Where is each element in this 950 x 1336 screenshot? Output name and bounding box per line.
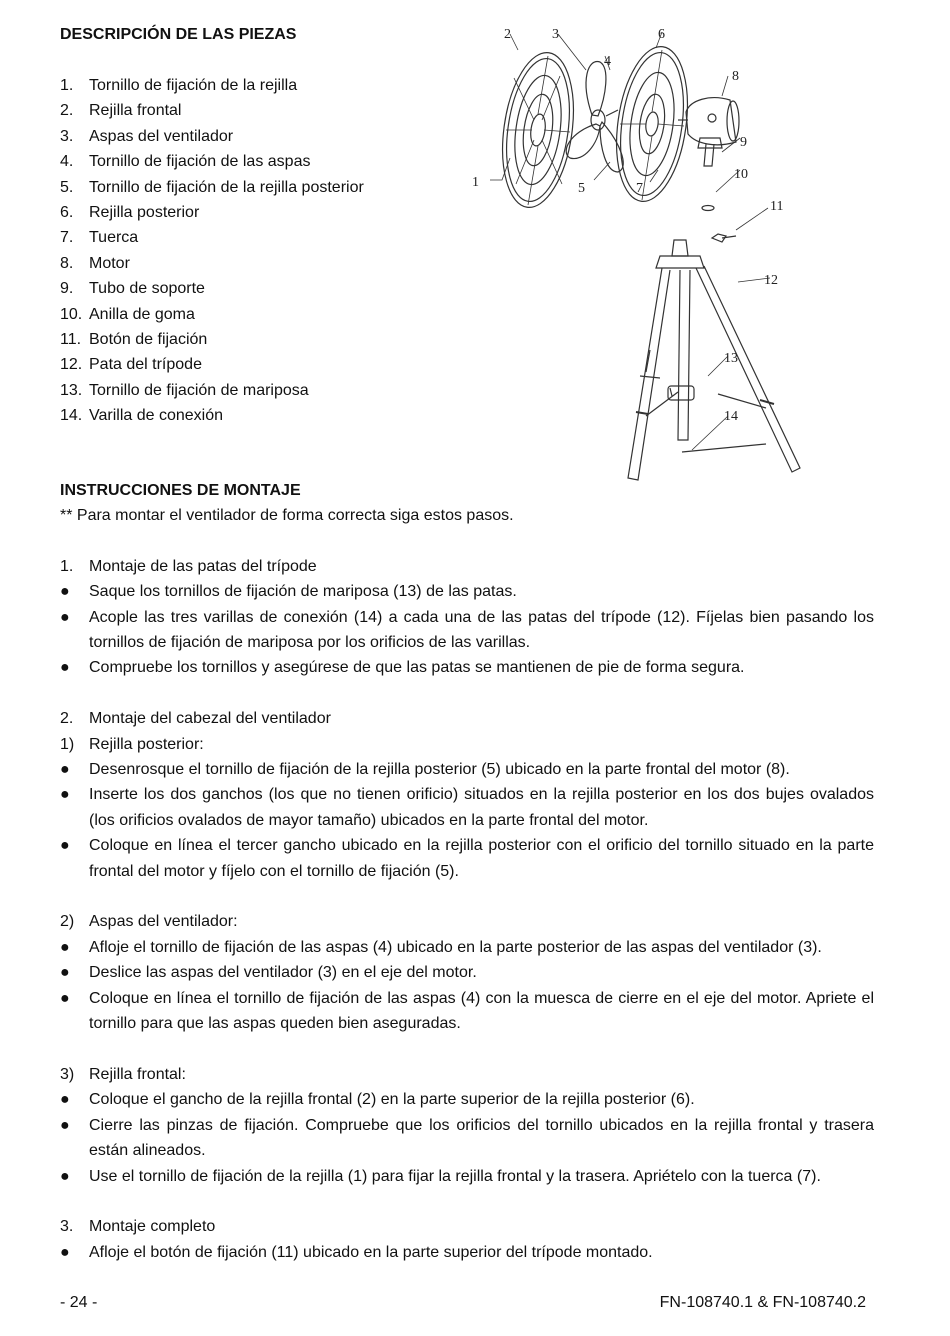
list-item: ● Use el tornillo de fijación de la rejilla (1) para fijar la rejilla frontal y la trasera. Apriételo con la tuerca (7). xyxy=(60,1167,821,1185)
parts-heading: DESCRIPCIÓN DE LAS PIEZAS xyxy=(60,26,297,43)
step-1-title: 1. Montaje de las patas del trípode xyxy=(60,557,317,575)
list-item: ● Desenrosque el tornillo de fijación de la rejilla posterior (5) ubicado en la parte frontal del motor (8). xyxy=(60,761,790,779)
list-item: ● Inserte los dos ganchos (los que no tienen orificio) situados en la rejilla posterior en los dos bujes ovalados (los orificios ovalados de mayor tamaño) ubicados en la parte frontal del motor. xyxy=(60,786,874,829)
callout-4: 4 xyxy=(604,54,611,69)
fan-blades-drawing xyxy=(566,62,623,172)
list-item: 4. Tornillo de fijación de las aspas xyxy=(60,153,311,171)
list-item: 11. Botón de fijación xyxy=(60,330,208,348)
substep-1-title: 1) Rejilla posterior: xyxy=(60,735,204,753)
callout-1: 1 xyxy=(472,175,479,190)
parts-list xyxy=(60,73,420,428)
list-item: ● Saque los tornillos de fijación de mariposa (13) de las patas. xyxy=(60,583,517,601)
list-item: ● Acople las tres varillas de conexión (14) a cada una de las patas del trípode (12). Fíjelas bien pasando los tornillos de fijación de mariposa por los orificios de las varillas. xyxy=(60,608,874,652)
list-item: ● Cierre las pinzas de fijación. Compruebe que los orificios del tornillo ubicados en la rejilla frontal y trasera están alineados. xyxy=(60,1116,874,1160)
callout-2: 2 xyxy=(504,27,511,42)
callout-13: 13 xyxy=(724,351,738,366)
list-item: 9. Tubo de soporte xyxy=(60,280,205,298)
model-number: FN-108740.1 & FN-108740.2 xyxy=(659,1294,866,1311)
callout-9: 9 xyxy=(740,135,747,150)
callout-6: 6 xyxy=(658,27,665,42)
front-grille-drawing xyxy=(493,48,582,212)
callout-8: 8 xyxy=(732,69,739,84)
callout-14: 14 xyxy=(724,409,738,424)
callout-3: 3 xyxy=(552,27,559,42)
rubber-ring-drawing xyxy=(702,206,714,211)
list-item: ● Afloje el tornillo de fijación de las aspas (4) ubicado en la parte posterior de las aspas del ventilador (3). xyxy=(60,938,822,956)
rear-grille-drawing xyxy=(607,42,696,206)
list-item: ● Coloque el gancho de la rejilla frontal (2) en la parte superior de la rejilla posterior (6). xyxy=(60,1091,695,1109)
list-item: ● Deslice las aspas del ventilador (3) en el eje del motor. xyxy=(60,964,477,982)
knob-drawing xyxy=(712,234,736,242)
page-number: - 24 - xyxy=(60,1294,98,1311)
substep-3-title: 3) Rejilla frontal: xyxy=(60,1065,186,1083)
list-item: 7. Tuerca xyxy=(60,229,139,247)
assembly-intro: ** Para montar el ventilador de forma correcta siga estos pasos. xyxy=(60,507,514,524)
list-item: 14. Varilla de conexión xyxy=(60,407,224,425)
list-item: 10. Anilla de goma xyxy=(60,305,195,323)
leader-lines xyxy=(490,32,770,450)
step-2-title: 2. Montaje del cabezal del ventilador xyxy=(60,710,331,728)
list-item: 5. Tornillo de fijación de la rejilla posterior xyxy=(60,178,364,196)
connecting-rod-drawing xyxy=(646,392,766,452)
list-item: ● Afloje el botón de fijación (11) ubicado en la parte superior del trípode montado. xyxy=(60,1243,653,1261)
list-item: 8. Motor xyxy=(60,254,130,272)
callout-12: 12 xyxy=(764,273,778,288)
callout-7: 7 xyxy=(636,181,643,196)
list-item: 12. Pata del trípode xyxy=(60,356,202,374)
list-item: 1. Tornillo de fijación de la rejilla xyxy=(60,77,298,94)
parts-diagram xyxy=(460,20,810,485)
list-item: 6. Rejilla posterior xyxy=(60,203,200,221)
list-item: 13. Tornillo de fijación de mariposa xyxy=(60,381,309,399)
assembly-heading: INSTRUCCIONES DE MONTAJE xyxy=(60,482,301,499)
list-item: 2. Rejilla frontal xyxy=(60,102,182,120)
callout-5: 5 xyxy=(578,181,585,196)
list-item: ● Coloque en línea el tercer gancho ubicado en la rejilla posterior con el orificio del tornillo situado en la parte frontal del motor y fíjelo con el tornillo de fijación (5). xyxy=(60,837,874,880)
substep-2-title: 2) Aspas del ventilador: xyxy=(60,913,238,931)
assembly-body xyxy=(60,503,874,1265)
callout-10: 10 xyxy=(734,167,748,182)
step-3-title: 3. Montaje completo xyxy=(60,1218,216,1236)
list-item: 3. Aspas del ventilador xyxy=(60,127,234,145)
callout-11: 11 xyxy=(770,199,784,214)
list-item: ● Coloque en línea el tornillo de fijación de las aspas (4) con la muesca de cierre en el eje del motor. Apriete el tornillo para que las aspas queden bien aseguradas. xyxy=(60,989,874,1033)
list-item: ● Compruebe los tornillos y asegúrese de que las patas se mantienen de pie de forma segura. xyxy=(60,659,745,677)
